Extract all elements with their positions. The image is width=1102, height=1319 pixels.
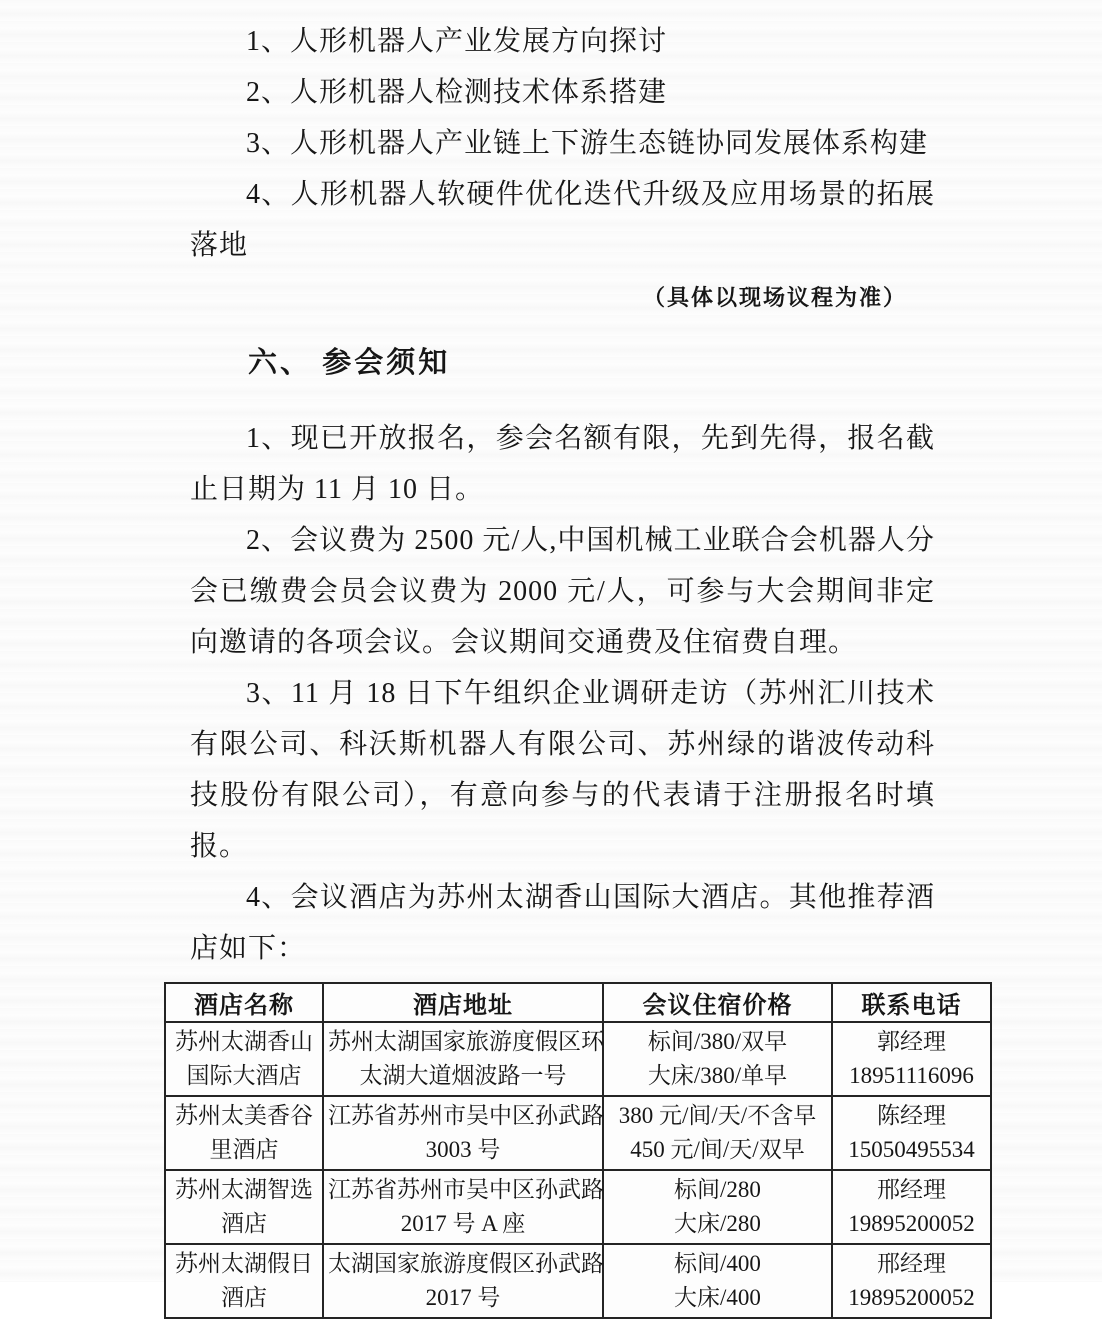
hotel-cell-line: 2017 号 A 座 <box>400 1211 526 1236</box>
hotel-contact-cell <box>832 1170 991 1244</box>
hotel-name-cell <box>165 1096 323 1170</box>
hotel-cell-line: 标间/380/双早 <box>647 1029 788 1054</box>
agenda-item-1: 1、人形机器人产业发展方向探讨 <box>246 26 668 57</box>
hotel-address-cell <box>323 1096 603 1170</box>
hotel-price-cell <box>603 1170 832 1244</box>
hotel-table-head <box>165 983 991 1022</box>
hotel-cell-line: 380 元/间/天/不含早 <box>618 1103 817 1128</box>
hotel-cell-line: 苏州太湖香山 <box>175 1029 313 1054</box>
hotel-table-row <box>165 1170 991 1244</box>
hotel-address-cell <box>323 1170 603 1244</box>
hotel-cell-line: 太湖大道烟波路一号 <box>359 1063 567 1088</box>
hotel-cell-line: 江苏省苏州市吴中区孙武路 <box>328 1103 604 1128</box>
notice-paragraph-1: 1、现已开放报名，参会名额有限，先到先得，报名截止日期为 11 月 10 日。 <box>190 423 935 505</box>
hotel-table-header-cell: 会议住宿价格 <box>603 983 832 1022</box>
hotel-cell-line: 苏州太湖国家旅游度假区环 <box>328 1029 604 1054</box>
hotel-cell-line: 江苏省苏州市吴中区孙武路 <box>328 1177 604 1202</box>
hotel-cell-line: 郭经理 <box>877 1029 946 1054</box>
hotel-cell-line: 苏州太美香谷 <box>175 1103 313 1128</box>
hotel-cell-line: 大床/280 <box>674 1211 761 1236</box>
hotel-cell-line: 酒店 <box>221 1211 267 1236</box>
hotel-cell-line: 大床/400 <box>674 1285 761 1310</box>
hotel-name-cell <box>165 1170 323 1244</box>
hotel-cell-line: 邢经理 <box>877 1251 946 1276</box>
hotel-cell-line: 标间/280 <box>674 1177 761 1202</box>
hotel-cell-line: 陈经理 <box>877 1103 946 1128</box>
agenda-note: （具体以现场议程为准） <box>642 285 907 310</box>
hotel-table-row <box>165 1244 991 1318</box>
notice-paragraph-2: 2、会议费为 2500 元/人,中国机械工业联合会机器人分会已缴费会员会议费为 2000 元/人，可参与大会期间非定向邀请的各项会议。会议期间交通费及住宿费自理。 <box>190 525 935 658</box>
hotel-cell-line: 酒店 <box>221 1285 267 1310</box>
hotel-price-cell <box>603 1244 832 1318</box>
hotel-cell-line: 苏州太湖智选 <box>175 1177 313 1202</box>
hotel-cell-line: 15050495534 <box>848 1137 975 1162</box>
hotel-cell-line: 19895200052 <box>848 1211 975 1236</box>
hotel-cell-line: 苏州太湖假日 <box>175 1251 313 1276</box>
hotel-table-body <box>165 1022 991 1318</box>
agenda-item-3: 3、人形机器人产业链上下游生态链协同发展体系构建 <box>246 128 929 159</box>
agenda-item-2: 2、人形机器人检测技术体系搭建 <box>246 77 668 108</box>
hotel-name-cell <box>165 1022 323 1096</box>
hotel-cell-line: 大床/380/单早 <box>647 1063 788 1088</box>
hotel-contact-cell <box>832 1096 991 1170</box>
hotel-table <box>164 982 992 1319</box>
notice-paragraph-4: 4、会议酒店为苏州太湖香山国际大酒店。其他推荐酒店如下： <box>190 882 935 964</box>
hotel-cell-line: 450 元/间/天/双早 <box>630 1137 805 1162</box>
hotel-table-header-row <box>165 983 991 1022</box>
hotel-cell-line: 邢经理 <box>877 1177 946 1202</box>
hotel-cell-line: 里酒店 <box>209 1137 279 1162</box>
hotel-contact-cell <box>832 1244 991 1318</box>
hotel-table-header-cell: 联系电话 <box>832 983 991 1022</box>
hotel-table-row <box>165 1022 991 1096</box>
hotel-cell-line: 18951116096 <box>849 1063 974 1088</box>
notice-paragraph-3: 3、11 月 18 日下午组织企业调研走访（苏州汇川技术有限公司、科沃斯机器人有限公司、苏州绿的谐波传动科技股份有限公司），有意向参与的代表请于注册报名时填报。 <box>190 678 935 862</box>
hotel-cell-line: 太湖国家旅游度假区孙武路 <box>328 1251 604 1276</box>
hotel-table-header-cell: 酒店名称 <box>165 983 323 1022</box>
hotel-table-row <box>165 1096 991 1170</box>
hotel-cell-line: 国际大酒店 <box>186 1063 302 1088</box>
hotel-contact-cell <box>832 1022 991 1096</box>
hotel-address-cell <box>323 1244 603 1318</box>
hotel-name-cell <box>165 1244 323 1318</box>
hotel-cell-line: 2017 号 <box>425 1285 501 1310</box>
agenda-item-4: 4、人形机器人软硬件优化迭代升级及应用场景的拓展落地 <box>190 179 935 261</box>
hotel-price-cell <box>603 1022 832 1096</box>
hotel-cell-line: 19895200052 <box>848 1285 975 1310</box>
hotel-address-cell <box>323 1022 603 1096</box>
hotel-cell-line: 标间/400 <box>674 1251 761 1276</box>
hotel-table-header-cell: 酒店地址 <box>323 983 603 1022</box>
section-heading: 六、 参会须知 <box>248 347 451 379</box>
hotel-cell-line: 3003 号 <box>425 1137 501 1162</box>
hotel-price-cell <box>603 1096 832 1170</box>
